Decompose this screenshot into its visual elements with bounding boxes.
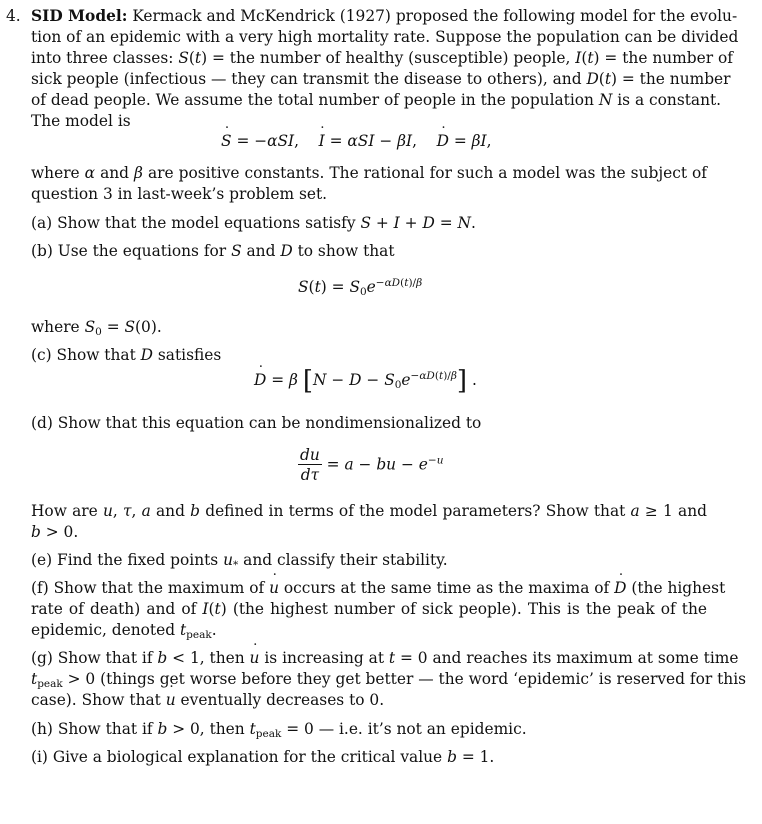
- part-d: (d) Show that this equation can be nondimensionalized to: [31, 414, 482, 432]
- part-f-line-1: (f) Show that the maximum of u ˙ occurs at the same time as the maxima of D ˙ (the highest: [31, 578, 707, 599]
- model-equation: S ˙ = −αSI, I ˙ = αSI − βI, D ˙ = βI,: [221, 131, 492, 152]
- part-c: (c) Show that D satisfies: [31, 346, 222, 364]
- where-s0: where $S_0 = S(0)$.: [31, 318, 162, 338]
- part-d-question-2: b > 0.: [31, 523, 79, 541]
- problem-number: 4.: [6, 7, 21, 25]
- part-h: (h) Show that if b > 0, then $t_{peak} = 0$ — i.e. it’s not an epidemic.: [31, 720, 527, 740]
- part-f-line-3: epidemic, denoted $t_{peak}$.: [31, 621, 217, 641]
- intro-line-4: sick people (infectious — they can transmit the disease to others), and D(t) = the number: [31, 70, 731, 88]
- part-i: (i) Give a biological explanation for the critical value b = 1.: [31, 748, 495, 766]
- equation-b: $S(t) = S_0e^{-\alpha D(t)/\beta}$: [298, 277, 423, 298]
- equation-c: D ˙ = β $[N - D - S_0e^{-\alpha D(t)/\beta}]$ .: [254, 370, 477, 391]
- part-d-question-1: How are u, τ, a and b defined in terms of the model parameters? Show that a ≥ 1 and: [31, 502, 707, 520]
- intro-line-1: [31, 6, 738, 27]
- problem-title: SID Model:: [31, 7, 128, 25]
- intro-line-6: The model is: [31, 112, 131, 130]
- du-dtau-fraction: $\frac{du}{d\tau}$: [300, 446, 320, 484]
- intro-line-5: of dead people. We assume the total number of people in the population N is a constant.: [31, 91, 722, 109]
- part-g-line-3: case). Show that u ˙ eventually decreases to 0.: [31, 690, 707, 711]
- after-model-line-1: where α and β are positive constants. The rational for such a model was the subject of: [31, 164, 707, 182]
- intro-text-1: Kermack and McKendrick (1927) proposed the following model for the evolu-: [132, 7, 738, 25]
- part-b: (b) Use the equations for S and D to show that: [31, 242, 395, 260]
- part-a: (a) Show that the model equations satisfy S + I + D = N.: [31, 214, 476, 232]
- after-model-line-2: question 3 in last-week’s problem set.: [31, 185, 328, 203]
- equation-d: $\frac{du}{d\tau}$ = a − bu − $e^{-u}$: [300, 446, 444, 484]
- intro-line-3: into three classes: S(t) = the number of healthy (susceptible) people, I(t) = the number of: [31, 49, 733, 67]
- part-e: (e) Find the fixed points $u_*$ and classify their stability.: [31, 551, 448, 571]
- part-g-line-1: (g) Show that if b < 1, then u ˙ is increasing at t = 0 and reaches its maximum at some time: [31, 648, 707, 669]
- part-f-line-2: rate of death) and of I(t) (the highest number of sick people). This is the peak of the: [31, 600, 708, 618]
- part-g-line-2: $t_{peak} > 0$ (things get worse before they get better — the word ‘epidemic’ is reserved for this: [31, 670, 747, 690]
- intro-line-2: tion of an epidemic with a very high mortality rate. Suppose the population can be divided: [31, 28, 739, 46]
